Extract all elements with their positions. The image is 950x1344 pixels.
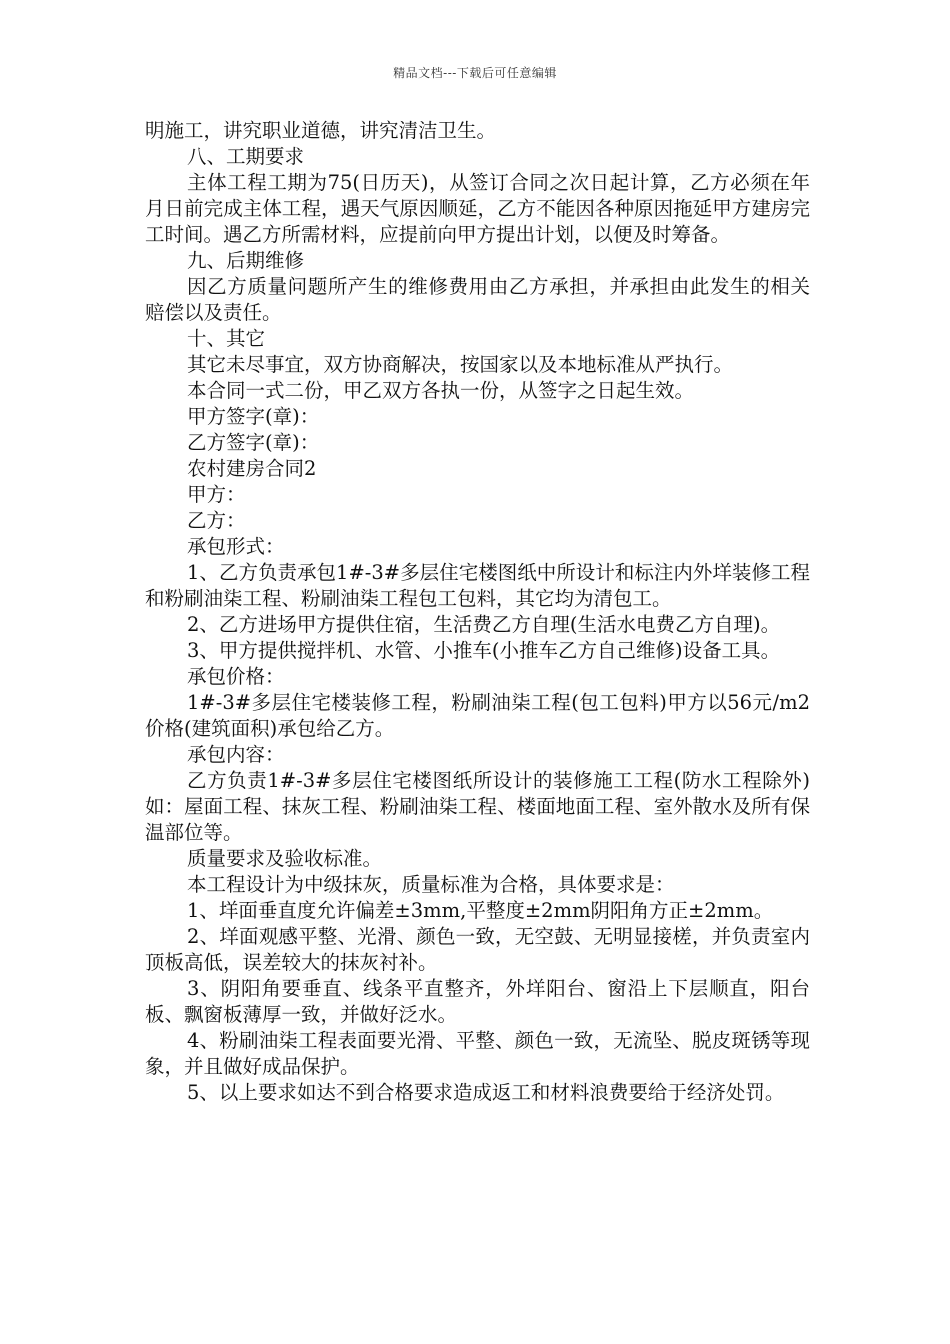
paragraph: 主体工程工期为75(日历天)，从签订合同之次日起计算，乙方必须在年月日前完成主体工程，遇天气原因顺延，乙方不能因各种原因拖延甲方建房完工时间。遇乙方所需材料，应提前向甲方提出计划，以便及时筹备。 [145,171,810,246]
paragraph: 乙方签字(章)： [187,431,320,454]
paragraph: 十、其它 [187,327,266,350]
paragraph: 3、阴阳角要垂直、线条平直整齐，外垟阳台、窗沿上下层顺直，阳台板、飘窗板薄厚一致，并做好泛水。 [145,977,810,1026]
paragraph: 2、垟面观感平整、光滑、颜色一致，无空鼓、无明显接槎，并负责室内顶板高低，误差较大的抹灰衬补。 [145,925,810,974]
paragraph: 5、以上要求如达不到合格要求造成返工和材料浪费要给于经济处罚。 [187,1081,785,1104]
paragraph: 因乙方质量问题所产生的维修费用由乙方承担，并承担由此发生的相关赔偿以及责任。 [145,275,810,324]
paragraph: 其它未尽事宜，双方协商解决，按国家以及本地标准从严执行。 [187,353,734,376]
paragraph: 1#-3#多层住宅楼装修工程，粉刷油柒工程(包工包料)甲方以56元/m2价格(建筑面积)承包给乙方。 [145,691,810,740]
paragraph: 承包价格： [187,665,285,688]
paragraph: 本工程设计为中级抹灰，质量标准为合格，具体要求是： [187,873,675,896]
paragraph: 1、乙方负责承包1#-3#多层住宅楼图纸中所设计和标注内外垟装修工程和粉刷油柒工程、粉刷油柒工程包工包料，其它均为清包工。 [145,561,810,610]
paragraph: 八、工期要求 [187,145,305,168]
paragraph: 质量要求及验收标准。 [187,847,383,870]
paragraph: 3、甲方提供搅拌机、水管、小推车(小推车乙方自己维修)设备工具。 [187,639,781,662]
page-header: 精品文档---下载后可任意编辑 [393,66,557,80]
paragraph: 1、垟面垂直度允许偏差±3mm,平整度±2mm阴阳角方正±2mm。 [187,899,774,922]
paragraph: 明施工，讲究职业道德，讲究清洁卫生。 [145,119,497,142]
paragraph: 农村建房合同2 [187,457,317,480]
paragraph: 本合同一式二份，甲乙双方各执一份，从签字之日起生效。 [187,379,695,402]
paragraph: 乙方： [187,509,246,532]
paragraph: 九、后期维修 [187,249,305,272]
paragraph: 2、乙方进场甲方提供住宿，生活费乙方自理(生活水电费乙方自理)。 [187,613,781,636]
paragraph: 承包内容： [187,743,285,766]
paragraph: 甲方： [187,483,246,506]
paragraph: 甲方签字(章)： [187,405,320,428]
paragraph: 承包形式： [187,535,285,558]
paragraph: 乙方负责1#-3#多层住宅楼图纸所设计的装修施工工程(防水工程除外)如：屋面工程、抹灰工程、粉刷油柒工程、楼面地面工程、室外散水及所有保温部位等。 [145,769,810,844]
paragraph: 4、粉刷油柒工程表面要光滑、平整、颜色一致，无流坠、脱皮斑锈等现象，并且做好成品保护。 [145,1029,810,1078]
document-body [145,118,810,1106]
